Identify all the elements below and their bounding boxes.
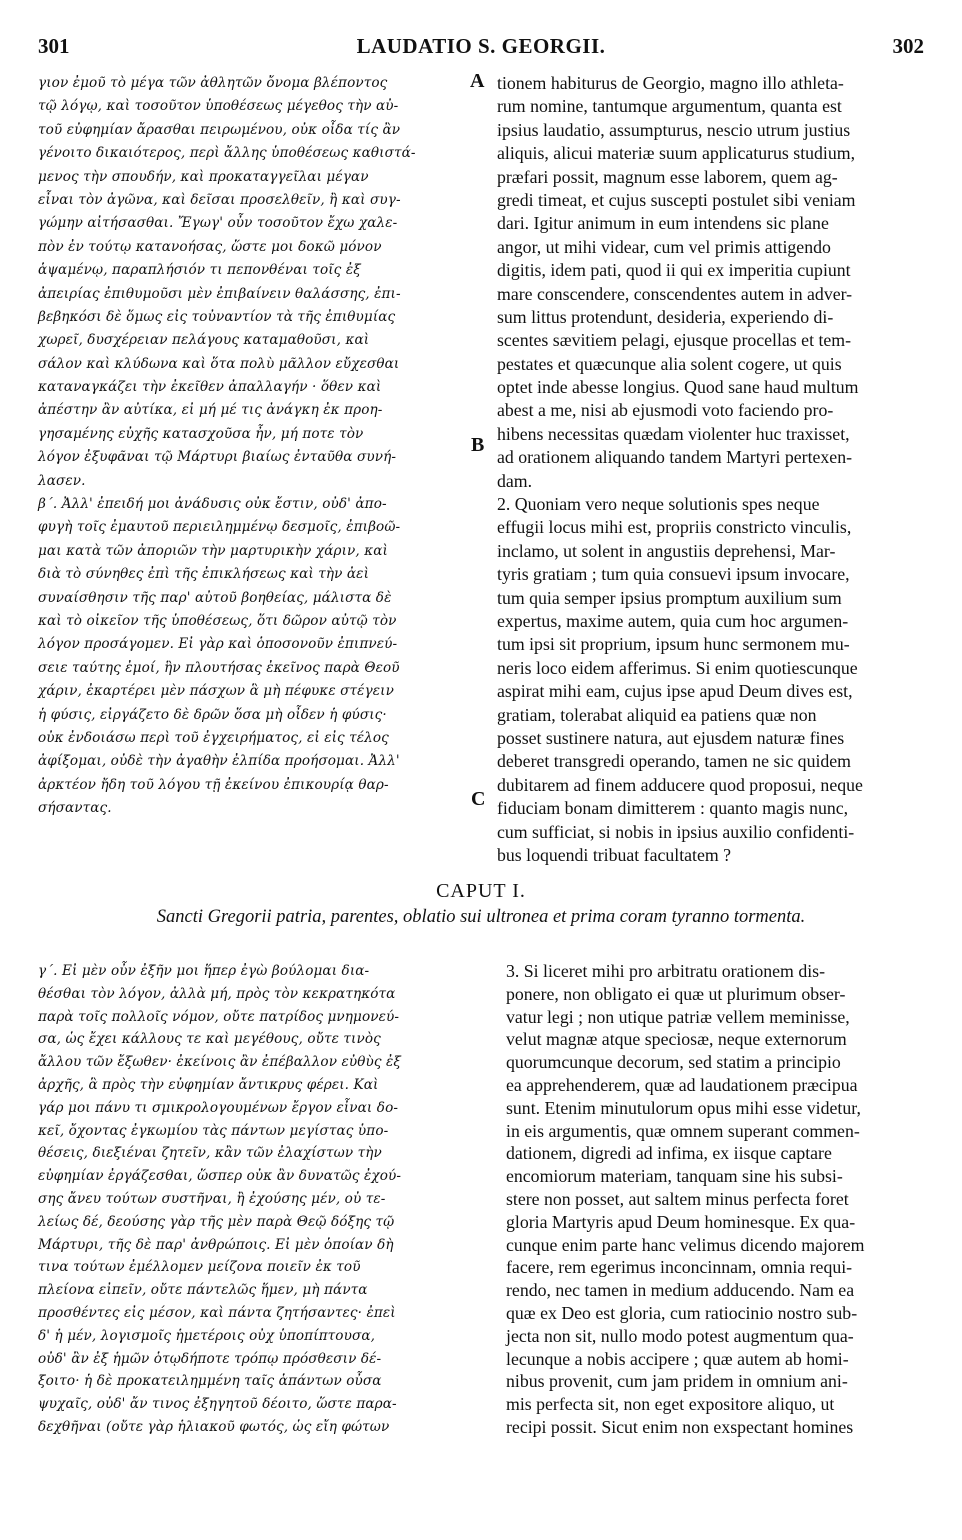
greek-line: τοῦ εὐφημίαν ἄρασθαι πειρωμένου, οὐκ οἶδα τίς ἂν [38,121,401,138]
latin-line: ad orationem aliquando tandem Martyri pertexen- [497,447,852,468]
greek-column-bottom [38,960,470,1439]
latin-line: bus loquendi tribuat facultatem ? [497,844,732,865]
greek-line: ἀρκτέον ἤδη τοῦ λόγου τῇ ἐκείνου ἐπικουρίᾳ θαρ- [38,776,389,793]
greek-line: β΄. Ἀλλ' ἐπειδή μοι ἀνάδυσις οὐκ ἔστιν, οὐδ' ἀπο- [38,496,387,513]
greek-line: λόγον προσάγομεν. Εἰ γὰρ καὶ ὁποσονοῦν ἐπιπνεύ- [38,636,398,653]
greek-line: δ' ἡ μέν, λογισμοῖς ἡμετέροις οὐχ ὑποπίπτουσα, [38,1327,376,1344]
latin-line: cunque enim parte hanc velimus dicendo majorem [506,1234,865,1255]
latin-line: stere non posset, aut saltem minus perfecta foret [506,1188,849,1209]
greek-line: Μάρτυρι, τῆς δὲ παρ' ἀνθρώποις. Εἰ μὲν ὁποίαν δὴ [38,1236,394,1253]
latin-line: rum nomine, tantumque argumentum, quanta est [497,96,842,117]
greek-line: γώμην αἰτήσασθαι. Ἔγωγ' οὖν τοσοῦτον ἔχω χαλε- [38,215,398,232]
greek-line: χωρεῖ, δυσχέρειαν πελάγους καταμαθοῦσι, καὶ [38,332,370,349]
latin-line: velut magnæ atque speciosæ, neque externorum [506,1029,847,1050]
section-marker-c: C [471,788,486,810]
latin-line: quorumcunque decorum, sed statim a principio [506,1052,841,1073]
latin-line: gratiam, tolerabat aliquid ea patiens quæ non [497,704,817,725]
greek-line: οὐδ' ἂν ἐξ ἡμῶν ὁτῳδήποτε τρόπῳ πρόσθεσιν δέ- [38,1350,382,1367]
greek-line: μαι κατὰ τῶν ἀποριῶν τὴν μαρτυρικὴν χάριν, καὶ [38,542,388,559]
greek-line: γησαμένης εὐχῆς κατασχοῦσα ἦν, μή ποτε τὸν [38,425,364,442]
latin-column-bottom [506,960,932,1439]
latin-line: abest a me, nisi ab ejusmodi voto faciendo pro- [497,400,834,421]
greek-line: προσθέντες εἰς μέσον, καὶ πάντα ζητήσαντες· ἐπεὶ [38,1304,396,1321]
latin-line: tum ipsi sit proprium, ipsum hunc sermonem mu- [497,634,850,655]
greek-line: εὐφημίαν ἐργάζεσθαι, ὥσπερ οὐκ ἂν δυνατῶς ἐχού- [38,1168,402,1185]
latin-line: pestates et quæcunque alia solent cogere, ut quis [497,353,842,374]
latin-line: 3. Si liceret mihi pro arbitratu orationem dis- [506,961,825,981]
greek-line: γιον ἐμοῦ τὸ μέγα τῶν ἀθλητῶν ὄνομα βλέποντος [38,75,388,91]
latin-line: inclamo, ut solent in angustiis deprehensi, Mar- [497,540,836,561]
latin-line: 2. Quoniam vero neque solutionis spes neque [497,494,820,515]
latin-line: aliquis, alicui materiæ suum applicaturus studium, [497,143,856,164]
greek-line: θέσεις, διεξιέναι ζητεῖν, κἂν τῶν ἐλαχίστων τὴν [38,1145,382,1162]
latin-line: vatur legi ; non utique patriæ vellem meminisse, [506,1006,850,1027]
greek-line: φυγὴ τοῖς ἐμαυτοῦ περιειλημμένῳ δεσμοῖς, ἐπιβοῶ- [38,519,401,536]
greek-line: καὶ τὸ οἰκεῖον τῆς ὑποθέσεως, ὅτι δῶρον αὐτῷ τὸν [38,612,397,629]
greek-line: παρὰ τοῖς πολλοῖς νόμον, οὔτε πατρίδος μνημονεύ- [38,1008,400,1025]
greek-line: βεβηκόσι δὲ ὅμως εἰς τοὐναντίον τὰ τῆς ἐπιθυμίας [38,308,396,325]
greek-line: τῷ λόγῳ, καὶ τοσοῦτον ὑποθέσεως μέγεθος τὴν αὐ- [38,98,399,115]
latin-line: hibens necessitas quædam violenter huc traxisset, [497,423,850,444]
latin-line: facere, rem egerimus inconcinnam, omnia requi- [506,1257,853,1278]
latin-line: sum littus protendunt, desideria, experiendo di- [497,306,834,327]
greek-line: ἄλλου τῶν ἔξωθεν· ἐκείνοις ἂν ἐπέβαλλον εὐθὺς ἐξ [38,1054,402,1071]
latin-line: tyris gratiam ; tum quia consuevi ipsum invocare, [497,564,850,585]
latin-line: ea apprehenderem, quæ ad laudationem præcipua [506,1074,858,1095]
latin-line: cum sufficiat, si nobis in ipsius auxilio confidenti- [497,821,855,842]
latin-line: aspirat mihi eam, cujus ipse apud Deum dives est, [497,681,853,702]
greek-line: τινα τούτων ἐμέλλομεν μείζονα ποιεῖν ἐκ τοῦ [38,1259,361,1276]
greek-line: κεῖ, ὄχοντας ἐγκωμίου τὰς πάντων μεγίστας ὑπο- [38,1122,389,1139]
greek-line: λασεν. [38,472,86,489]
page-number-left: 301 [38,34,70,58]
latin-line: gredi timeat, et cujus suscepti postulet sibi veniam [497,189,856,210]
latin-line: ponere, non obligato ei quæ ut plurimum obser- [506,983,846,1004]
greek-line: χάριν, ἐκαρτέρει μὲν πάσχων ἃ μὴ πέφυκε στέγειν [38,683,394,700]
greek-line: γ΄. Εἰ μὲν οὖν ἐξῆν μοι ἥπερ ἐγὼ βούλομαι δια- [38,963,370,979]
greek-line: ἀφίξομαι, οὐδὲ τὴν ἀγαθὴν ἐλπίδα προήσομαι. Ἀλλ' [38,753,400,770]
latin-line: gloria Martyris apud Deum hominesque. Ex qua- [506,1211,856,1232]
latin-line: tionem habiturus de Georgio, magno illo athleta- [497,73,844,93]
greek-line: συναίσθησιν τῆς παρ' αὐτοῦ βοηθείας, μάλιστα δὲ [38,589,392,606]
page-number-right: 302 [892,34,924,58]
latin-line: digitis, idem pati, quod ii qui ex imperitia cupiunt [497,260,851,281]
greek-line: σάλον καὶ κλύδωνα καὶ ὅτα πολὺ μᾶλλον εὔχεσθαι [38,355,400,372]
latin-line: lecunque a nobis accipere ; quæ autem ab homi- [506,1348,849,1369]
latin-line: ipsius laudatio, assumpturus, nescio utrum justius [497,119,851,140]
section-marker-a: A [470,70,485,92]
greek-line: σα, ὡς ἔχει κάλλους τε καὶ μεγέθους, οὔτε τινὸς [38,1031,381,1048]
latin-line: dari. Igitur animum in eum intendens sic plane [497,213,829,234]
latin-line: angor, ut mihi videar, cum vel primis attigendo [497,236,831,257]
latin-line: neris loco eidem afferimus. Si enim quotiescunque [497,657,858,678]
greek-line: ψυχαῖς, οὐδ' ἄν τινος ἐξηγητοῦ δέοιτο, ὥστε παρα- [38,1396,397,1413]
greek-line: ἀρχῆς, ἃ πρὸς τὴν εὐφημίαν ἄντικρυς φέρει. Καὶ [38,1076,379,1093]
greek-line: πὸν ἐν τούτῳ κατανοήσας, ὥστε μοι δοκῶ μόνον [38,238,382,255]
latin-line: fiduciam bonam dimitterem : quanto magis nunc, [497,798,849,819]
latin-line: jecta non sit, nullo modo potest augmentum qua- [506,1325,854,1346]
greek-line: ἀπειρίας ἐπιθυμοῦσι μὲν ἐπιβαίνειν θαλάσσης, ἐπι- [38,285,401,302]
latin-line: recipi possit. Sicut enim non exspectant homines [506,1416,854,1437]
latin-line: in eis argumentis, quæ omnem superant commen- [506,1120,860,1141]
greek-line: γένοιτο δικαιότερος, περὶ ἄλλης ὑποθέσεως καθιστά- [38,145,416,162]
greek-line: ἀπέστην ἂν αὐτίκα, εἰ μή μέ τις ἀνάγκη ἐκ προη- [38,402,383,419]
greek-line: σης ἄνευ τούτων συστῆναι, ἢ ἐχούσης μέν, οὐ τε- [38,1190,386,1207]
latin-line: dubitarem ad finem adducere quod proposui, neque [497,774,863,795]
greek-line: λείως δέ, δεούσης γὰρ τῆς μὲν παρὰ Θεῷ δόξης τῷ [38,1213,395,1230]
greek-column-top [38,72,474,821]
chapter-subtitle: Sancti Gregorii patria, parentes, oblatio sui ultronea et prima coram tyranno tormenta. [156,907,806,927]
latin-line: mis perfecta sit, non eget expositore aliquo, ut [506,1394,835,1415]
greek-line: θέσθαι τὸν λόγον, ἀλλὰ μή, πρὸς τὸν κεκρατηκότα [38,985,396,1002]
latin-line: optet inde abesse longius. Quod sane haud multum [497,377,859,398]
latin-line: sunt. Etenim minutulorum opus mihi esse videtur, [506,1097,861,1118]
latin-line: posset sustinere natura, aut ejusdem naturæ fines [497,727,845,748]
greek-line: διὰ τὸ σύνηθες ἐπὶ τῆς ἐπικλήσεως καὶ τὴν ἀεὶ [38,566,370,583]
latin-line: mare conscendere, conscendentes autem in adver- [497,283,853,304]
running-title: LAUDATIO S. GEORGII. [356,34,606,58]
greek-line: καταναγκάζει τὴν ἐκεῖθεν ἀπαλλαγήν · ὅθεν καὶ [38,379,382,396]
running-header [38,34,924,62]
latin-line: tum quia semper ipsius promptum auxilium sum [497,587,842,608]
latin-line: rendo, nec tamen in medium adducendo. Nam ea [506,1280,855,1301]
latin-line: præfari possit, magnum esse laborem, quem ag- [497,166,838,187]
greek-line: ἡ φύσις, εἰργάζετο δὲ δρῶν ὅσα μὴ οἶδεν ἡ φύσις· [38,706,387,723]
greek-line: δεχθῆναι (οὔτε γὰρ ἡλιακοῦ φωτός, ὡς εἴη φώτων [38,1418,390,1435]
greek-line: λόγον ἐξυφᾶναι τῷ Μάρτυρι βιαίως ἐνταῦθα συνή- [38,449,397,466]
greek-line: ξοιτο· ἡ δὲ προκατειλημμένη ταῖς ἁπάντων οὖσα [38,1373,382,1390]
greek-line: σήσαντας. [38,800,112,817]
greek-line: μενος τὴν σπουδήν, καὶ προκαταγγεῖλαι μέγαν [38,168,369,185]
greek-line: οὐκ ἐνδοιάσω περὶ τοῦ ἐγχειρήματος, εἰ εἰς τέλος [38,729,389,746]
latin-column-top [497,72,927,867]
greek-line: πλείονα εἰπεῖν, οὔτε πάντελῶς ἥμεν, μὴ πάντα [38,1282,368,1299]
greek-line: ἁψαμένῳ, παραπλήσιόν τι πεπονθέναι τοῖς ἐξ [38,262,361,279]
section-marker-b: B [471,434,485,456]
latin-line: quæ ex Deo est gloria, cum ratiocinio nostro sub- [506,1302,858,1323]
greek-line: γάρ μοι πάνυ τι σμικρολογουμένων ἔργον εἶναι δο- [38,1099,399,1116]
greek-line: εἶναι τὸν ἀγῶνα, καὶ δεῖσαι προσελθεῖν, ἢ καὶ συγ- [38,191,401,208]
latin-line: nibus provenit, cum jam pridem in omnium ani- [506,1371,848,1392]
greek-line: σειε ταύτης ἐμοί, ἣν πλουτήσας ἐκεῖνος παρὰ Θεοῦ [38,659,400,676]
latin-line: effugii locus mihi est, propriis constricto vinculis, [497,517,852,538]
latin-line: dationem, digredi ad infima, ex iisque captare [506,1143,832,1164]
latin-line: dam. [497,470,533,491]
latin-line: deberet transgredi operando, tamen ne sic quidem [497,751,852,772]
latin-line: scentes sævitiem pelagi, ejusque procellas et tem- [497,330,852,351]
chapter-heading: CAPUT I. [436,880,526,902]
latin-line: expertus, maxime autem, quia cum hoc argumen- [497,610,849,631]
latin-line: encomiorum materiam, tanquam sine his subsi- [506,1166,843,1187]
